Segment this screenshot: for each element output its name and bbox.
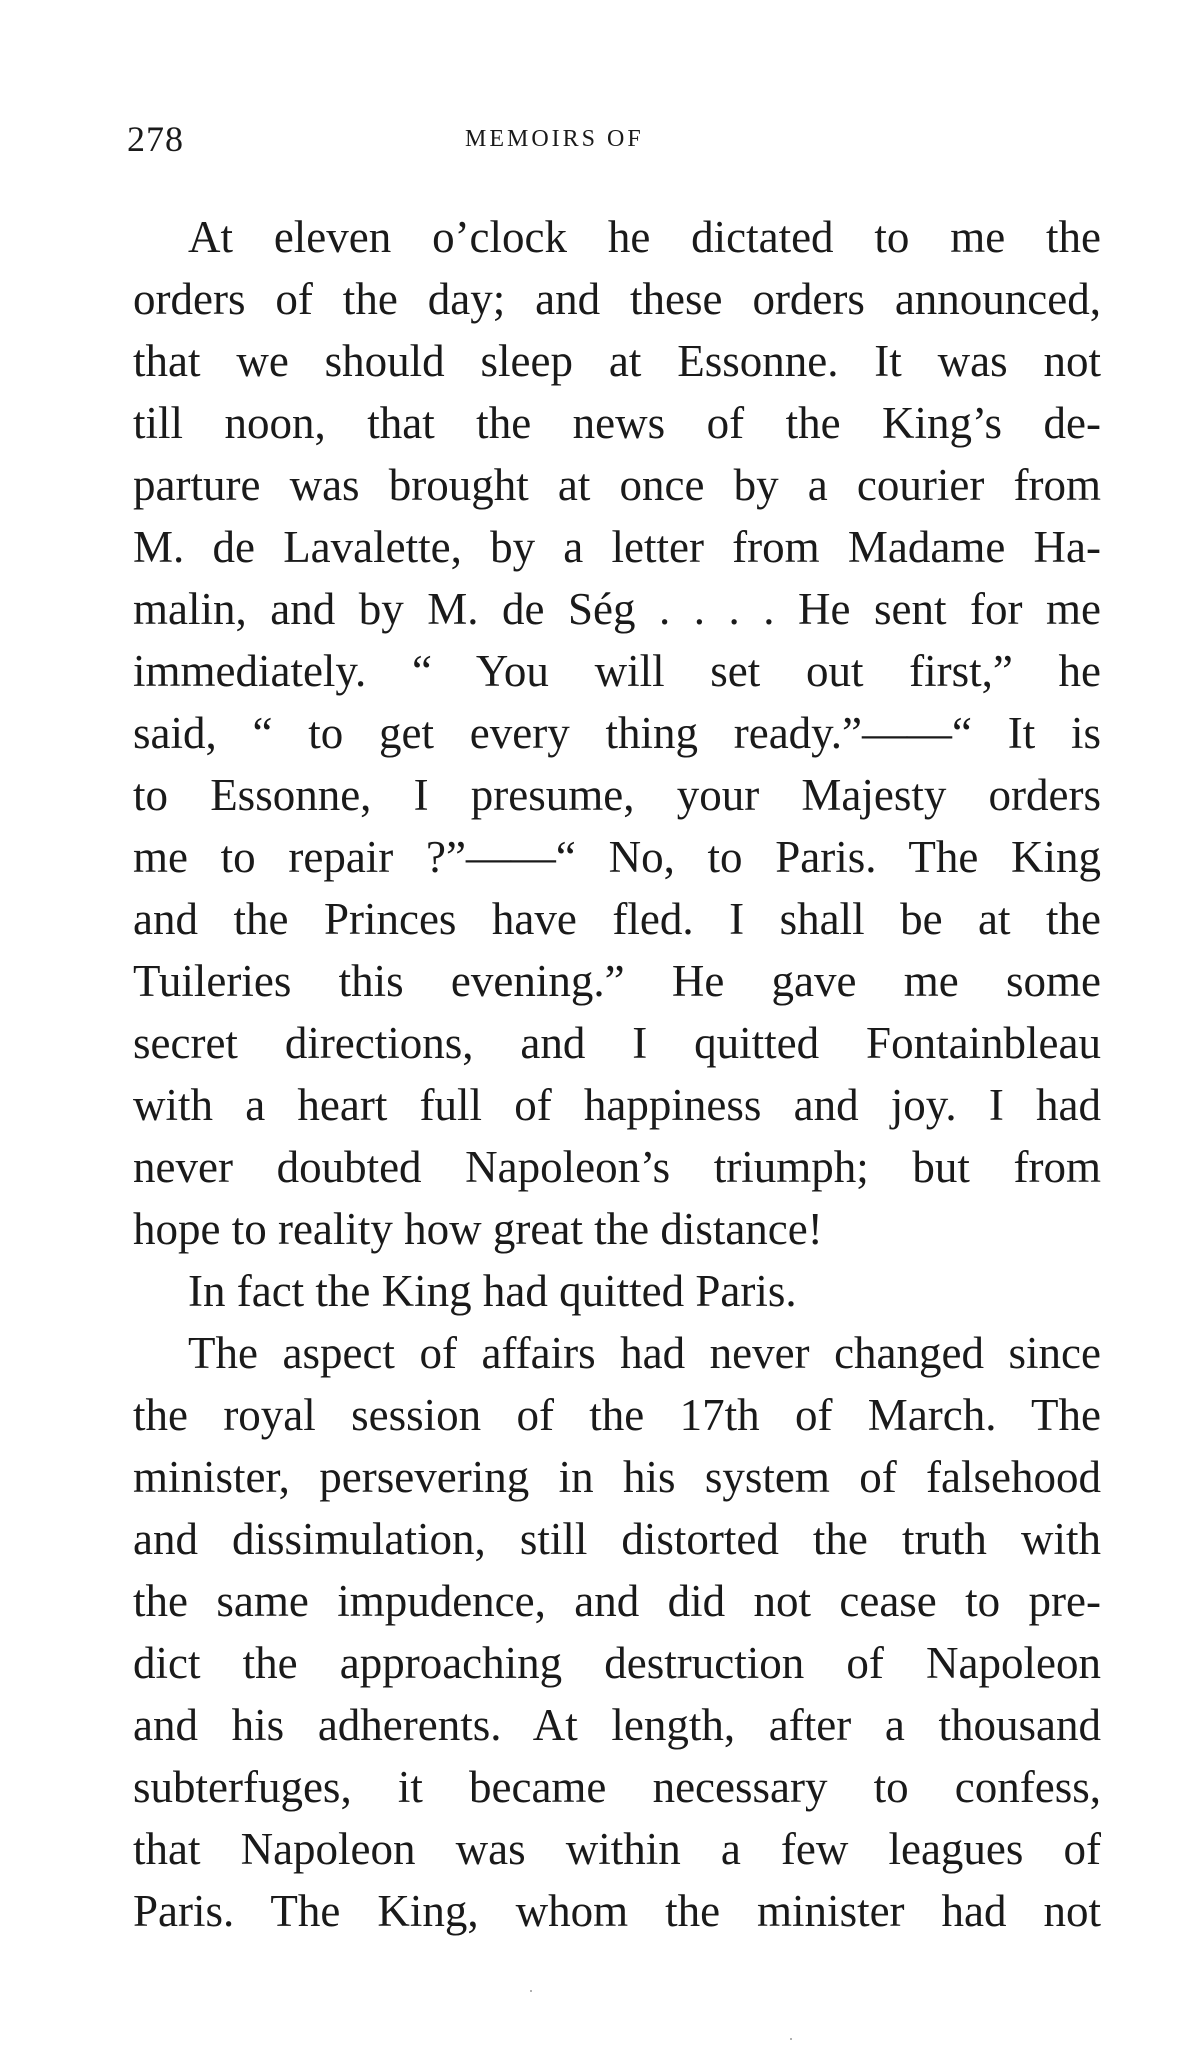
text-line: In fact the King had quitted Paris. xyxy=(188,1266,797,1316)
text-line: and the Princes have fled. I shall be at the xyxy=(133,894,1101,944)
page-header xyxy=(127,118,1097,168)
text-line: The aspect of affairs had never changed since xyxy=(188,1328,1101,1378)
text-line: orders of the day; and these orders announced, xyxy=(133,274,1101,324)
text-line: to Essonne, I presume, your Majesty orders xyxy=(133,770,1101,820)
paper-speck xyxy=(530,1990,532,1992)
text-line: and his adherents. At length, after a thousand xyxy=(133,1700,1101,1750)
paper-speck xyxy=(790,2038,792,2040)
text-line: Paris. The King, whom the minister had not xyxy=(133,1886,1101,1936)
text-line: Tuileries this evening.” He gave me some xyxy=(133,956,1101,1006)
text-line: and dissimulation, still distorted the truth with xyxy=(133,1514,1101,1564)
text-line: the same impudence, and did not cease to pre- xyxy=(133,1576,1101,1626)
text-line: minister, persevering in his system of falsehood xyxy=(133,1452,1101,1502)
text-line: dict the approaching destruction of Napoleon xyxy=(133,1638,1101,1688)
text-line: with a heart full of happiness and joy. I had xyxy=(133,1080,1101,1130)
text-line: secret directions, and I quitted Fontainbleau xyxy=(133,1018,1101,1068)
body-text xyxy=(133,206,1101,1942)
text-line: me to repair ?”——“ No, to Paris. The King xyxy=(133,832,1101,882)
text-line: malin, and by M. de Ség . . . . He sent for me xyxy=(133,584,1101,634)
text-line: subterfuges, it became necessary to confess, xyxy=(133,1762,1101,1812)
text-line: immediately. “ You will set out first,” he xyxy=(133,646,1101,696)
text-line: that we should sleep at Essonne. It was not xyxy=(133,336,1101,386)
page-number: 278 xyxy=(127,119,184,159)
text-line: hope to reality how great the distance! xyxy=(133,1204,823,1254)
text-line: the royal session of the 17th of March. The xyxy=(133,1390,1101,1440)
text-line: At eleven o’clock he dictated to me the xyxy=(188,212,1101,262)
text-line: parture was brought at once by a courier from xyxy=(133,460,1101,510)
text-line: that Napoleon was within a few leagues of xyxy=(133,1824,1101,1874)
text-line: M. de Lavalette, by a letter from Madame Ha- xyxy=(133,522,1101,572)
running-head: MEMOIRS OF xyxy=(465,126,644,152)
text-line: never doubted Napoleon’s triumph; but from xyxy=(133,1142,1101,1192)
text-line: till noon, that the news of the King’s de- xyxy=(133,398,1101,448)
text-line: said, “ to get every thing ready.”——“ It is xyxy=(133,708,1101,758)
